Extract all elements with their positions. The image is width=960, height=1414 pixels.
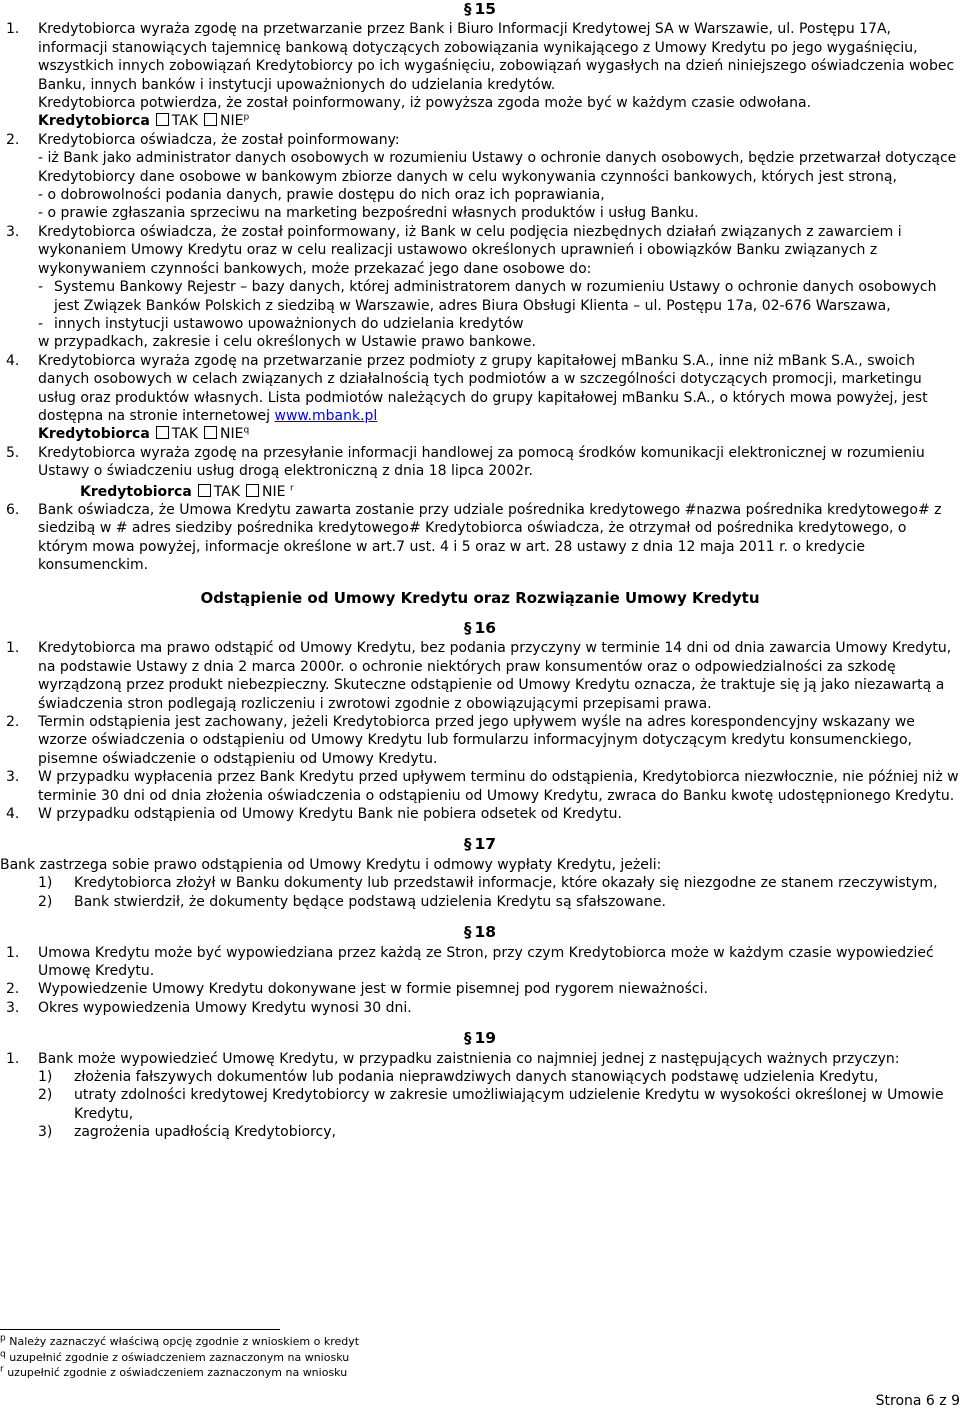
s18-point: 3. Okres wypowiedzenia Umowy Kredytu wynosi 30 dni.	[6, 999, 412, 1016]
section-19-title: § 19	[463, 1029, 497, 1048]
s19-subpoint: 2) utraty zdolności kredytowej Kredytobiorcy w zakresie umożliwiającym udzielenie Kredytu w wysokości określonej w Umowie Kredytu,	[38, 1087, 944, 1122]
mbank-link[interactable]: www.mbank.pl	[274, 407, 378, 424]
section-18-title: § 18	[463, 923, 497, 942]
nie-checkbox[interactable]	[204, 113, 217, 126]
s19-subpoint: 1) złożenia fałszywych dokumentów lub podania nieprawdziwych danych stanowiących podstawę udzielenia Kredytu,	[38, 1068, 879, 1085]
page-number: Strona 6 z 9	[875, 1393, 960, 1409]
section-17-title: § 17	[463, 835, 497, 854]
s16-point: 2. Termin odstąpienia jest zachowany, jeżeli Kredytobiorca przed jego upływem wyśle na adres korespondencyjny wskazany we wzorze oświadczenia o odstąpieniu od Umowy Kredytu lub formularzu informacyjnym dotyczącym kredytu konsumenckiego, pisemne oświadczenie o odstąpieniu od Umowy Kredytu.	[6, 714, 915, 767]
s19-point-1: 1. Bank może wypowiedzieć Umowę Kredytu, w przypadku zaistnienia co najmniej jednej z następujących ważnych przyczyn:	[6, 1050, 900, 1067]
s18-point: 1. Umowa Kredytu może być wypowiedziana przez każdą ze Stron, przy czym Kredytobiorca może w każdym czasie wypowiedzieć Umowę Kredytu.	[6, 944, 934, 979]
s16-point: 1. Kredytobiorca ma prawo odstąpić od Umowy Kredytu, bez podania przyczyny w terminie 14 dni od dnia zawarcia Umowy Kredytu, na podstawie Ustawy z dnia 2 marca 2000r. o ochronie niektórych praw konsumentów oraz o odpowiedzialności za szkodę wyrządzoną przez produkt niebezpieczny. Skuteczne odstąpienie od Umowy Kredytu oznacza, że traktuje się ją jako niezawartą a świadczenia stron podlegają rozliczeniu i zwrotowi zgodnie z obowiązującymi przepisami prawa.	[6, 640, 952, 712]
section-15-title: § 15	[463, 0, 497, 18]
footnote: $^p$ Należy zaznaczyć właściwą opcję zgodnie z wnioskiem o kredyt	[0, 1333, 360, 1348]
s15-point-4: 4. Kredytobiorca wyraża zgodę na przetwarzanie przez podmioty z grupy kapitałowej mBanku S.A., inne niż mBank S.A., swoich danych osobowych w celach związanych z działalnością tych podmiotów a w szczególności dotyczących promocji, marketingu usług oraz produktów własnych. Lista podmiotów należących do grupy kapitałowej mBanku S.A., o których mowa powyżej, jest dostępna na stronie internetowej www.mbank.pl Kredytobiorca TAK NIE$^q$	[0, 352, 960, 444]
nie-checkbox[interactable]	[204, 426, 217, 439]
s15-point-5: 5. Kredytobiorca wyraża zgodę na przesyłanie informacji handlowej za pomocą środków komunikacji elektronicznej w rozumieniu Ustawy o świadczeniu usług drogą elektroniczną z dnia 18 lipca 2002r. Kredytobiorca TAK NIE $^r$	[0, 444, 960, 501]
s16-point: 4. W przypadku odstąpienia od Umowy Kredytu Bank nie pobiera odsetek od Kredytu.	[6, 806, 622, 823]
s19-subpoint: 3) zagrożenia upadłością Kredytobiorcy,	[38, 1124, 336, 1141]
s17-point: 1) Kredytobiorca złożył w Banku dokumenty lub przedstawił informacje, które okazały się niezgodne ze stanem rzeczywistym,	[38, 875, 938, 892]
tak-checkbox[interactable]	[156, 426, 169, 439]
s15-point-2-dash-1: - iż Bank jako administrator danych osobowych w rozumieniu Ustawy o ochronie danych osobowych, będzie przetwarzał dotyczące Kredytobiorcy dane osobowe w bankowym zbiorze danych w celu wykonywania czynności bankowych, których jest stroną,	[38, 150, 957, 185]
s15-point-6: 6. Bank oświadcza, że Umowa Kredytu zawarta zostanie przy udziale pośrednika kredytowego #nazwa pośrednika kredytowego# z siedzibą w # adres siedziby pośrednika kredytowego# Kredytobiorca oświadcza, że otrzymał od pośrednika kredytowego, o którym mowa powyżej, informacje określone w art.7 ust. 4 i 5 oraz w art. 28 ustawy z dnia 12 maja 2011 r. o kredycie konsumenckim.	[6, 501, 942, 574]
s15-point-2: 2. Kredytobiorca oświadcza, że został poinformowany:	[6, 131, 400, 148]
section-16-title: § 16	[463, 619, 497, 637]
footnote-separator	[0, 1329, 280, 1330]
chapter-heading: Odstąpienie od Umowy Kredytu oraz Rozwiązanie Umowy Kredytu	[200, 588, 760, 607]
s18-point: 2. Wypowiedzenie Umowy Kredytu dokonywane jest w formie pisemnej pod rygorem nieważności.	[6, 981, 708, 998]
s17-intro: Bank zastrzega sobie prawo odstąpienia od Umowy Kredytu i odmowy wypłaty Kredytu, jeżeli:	[0, 856, 662, 873]
s15-point-3: 3. Kredytobiorca oświadcza, że został poinformowany, iż Bank w celu podjęcia niezbędnych działań związanych z zawarciem i wykonaniem Umowy Kredytu oraz w celu realizacji ustawowo określonych uprawnień i obowiązków Banku związanych z wykonywaniem czynności bankowych, może przekazać jego dane osobowe do:	[6, 223, 902, 277]
s16-point: 3. W przypadku wypłacenia przez Bank Kredytu przed upływem terminu do odstąpienia, Kredytobiorca niezwłocznie, nie później niż w terminie 30 dni od dnia złożenia oświadczenia o odstąpieniu od Umowy Kredytu, zwraca do Banku kwotę udostępnionego Kredytu.	[6, 769, 959, 804]
footnote: $^r$ uzupełnić zgodnie z oświadczeniem zaznaczonym na wniosku	[0, 1364, 348, 1379]
tak-checkbox[interactable]	[198, 484, 211, 497]
nie-checkbox[interactable]	[246, 484, 259, 497]
document-page: § 15 1. Kredytobiorca wyraża zgodę na przetwarzanie przez Bank i Biuro Informacji Kredytowej SA w Warszawie, ul. Postępu 17A, informacji stanowiących tajemnicę bankową dotyczących zobowiązania wynikającego z Umowy Kredytu po jego wygaśnięciu, wszystkich innych zobowiązań Kredytobiorcy po ich wygaśnięciu, zobowiązań wygasłych na dzień niniejszego oświadczenia wobec Banku, innych banków i instytucji upoważnionych do udzielania kredytów. Kredytobiorca potwierdza, że został poinformowany, iż powyższa zgoda może być w każdym czasie odwołana. Kredytobiorca TAK NIE$^p$ 2. Kredytobiorca oświadcza, że został poinformowany: - iż Bank jako administrator danych osobowych w rozumieniu Ustawy o ochronie danych osobowych, będzie przetwarzał dotyczące Kredytobiorcy dane osobowe w bankowym zbiorze danych w celu wykonywania czynności bankowych, których jest stroną, - o dobrowolności podania danych, prawie dostępu do nich oraz ich poprawiania, - o prawie zgłaszania sprzeciwu na marketing bezpośredni własnych produktów i usług Banku. 3. Kredytobiorca oświadcza, że został poinformowany, iż Bank w celu podjęcia niezbędnych działań związanych z zawarciem i wykonaniem Umowy Kredytu oraz w celu realizacji ustawowo określonych uprawnień i obowiązków Banku związanych z wykonywaniem czynności bankowych, może przekazać jego dane osobowe do: - Systemu Bankowy Rejestr – bazy danych, której administratorem danych w rozumieniu Ustawy o ochronie danych osobowych jest Związek Banków Polskich z siedzibą w Warszawie, adres Biura Obsługi Klienta – ul. Postępu 17a, 02-676 Warszawa, - innych instytucji ustawowo upoważnionych do udzielania kredytów w przypadkach, zakresie i celu określonych w Ustawie prawo bankowe. 4. Kredytobiorca wyraża zgodę na przetwarzanie przez podmioty z grupy kapitałowej mBanku S.A., inne niż mBank S.A., swoich danych osobowych w celach związanych z działalnością tych podmiotów a w szczególności dotyczących promocji, marketingu usług oraz produktów własnych. Lista podmiotów należących do grupy kapitałowej mBanku S.A., o których mowa powyżej, jest dostępna na stronie internetowej www.mbank.pl Kredytobiorca TAK NIE$^q$ 5. Kredytobiorca wyraża zgodę na przesyłanie informacji handlowej za pomocą środków komunikacji elektronicznej w rozumieniu Ustawy o świadczeniu usług drogą elektroniczną z dnia 18 lipca 2002r. Kredytobiorca TAK NIE $^r$ 6. Bank oświadcza, że Umowa Kredytu zawarta zostanie przy udziale pośrednika kredytowego #nazwa pośrednika kredytowego# z siedzibą w # adres siedziby pośrednika kredytowego# Kredytobiorca oświadcza, że otrzymał od pośrednika kredytowego, o którym mowa powyżej, informacje określone w art.7 ust. 4 i 5 oraz w art. 28 ustawy z dnia 12 maja 2011 r. o kredycie konsumenckim. Odstąpienie od Umowy Kredytu oraz Rozwiązanie Umowy Kredytu § 16 1. Kredytobiorca ma prawo odstąpić od Umowy Kredytu, bez podania przyczyny w terminie 14 dni od dnia zawarcia Umowy Kredytu, na podstawie Ustawy z dnia 2 marca 2000r. o ochronie niektórych praw konsumentów oraz o odpowiedzialności za szkodę wyrządzoną przez produkt niebezpieczny. Skuteczne odstąpienie od Umowy Kredytu oznacza, że traktuje się ją jako niezawartą a świadczenia stron podlegają rozliczeniu i zwrotowi zgodnie z obowiązującymi przepisami prawa. 2. Termin odstąpienia jest zachowany, jeżeli Kredytobiorca przed jego upływem wyśle na adres korespondencyjny wskazany we wzorze oświadczenia o odstąpieniu od Umowy Kredytu lub formularzu informacyjnym dotyczącym kredytu konsumenckiego, pisemne oświadczenie o odstąpieniu od Umowy Kredytu. 3. W przypadku wypłacenia przez Bank Kredytu przed upływem terminu do odstąpienia, Kredytobiorca niezwłocznie, nie później niż w terminie 30 dni od dnia złożenia oświadczenia o odstąpieniu od Umowy Kredytu, zwraca do Banku kwotę udostępnionego Kredytu. 4. W przypadku odstąpienia od Umowy Kredytu Bank nie pobiera odsetek od Kredytu. § 17 Bank zastrzega sobie prawo odstąpienia od Umowy Kredytu i odmowy wypłaty Kredytu, jeżeli: 1) Kredytobiorca złożył w Banku dokumenty lub przedstawił informacje, które okazały się niezgodne ze stanem rzeczywistym, 2) Bank stwierdził, że dokumenty będące podstawą udzielenia Kredytu są sfałszowane. § 18 1. Umowa Kredytu może być wypowiedziana przez każdą ze Stron, przy czym Kredytobiorca może w każdym czasie wypowiedzieć Umowę Kredytu. 2. Wypowiedzenie Umowy Kredytu dokonywane jest w formie pisemnej pod rygorem nieważności. 3. Okres wypowiedzenia Umowy Kredytu wynosi 30 dni. § 19 1. Bank może wypowiedzieć Umowę Kredytu, w przypadku zaistnienia co najmniej jednej z następujących ważnych przyczyn: 1) złożenia fałszywych dokumentów lub podania nieprawdziwych danych stanowiących podstawę udzielenia Kredytu, 2) utraty zdolności kredytowej Kredytobiorcy w zakresie umożliwiającym udzielenie Kredytu w wysokości określonej w Umowie Kredytu, 3) zagrożenia upadłością Kredytobiorcy,	[0, 0, 959, 1141]
tak-checkbox[interactable]	[156, 113, 169, 126]
footnotes	[0, 1334, 359, 1381]
s15-point-3-dash-2: - innych instytucji ustawowo upoważnionych do udzielania kredytów	[38, 315, 524, 332]
footnote: $^q$ uzupełnić zgodnie z oświadczeniem zaznaczonym na wniosku	[0, 1348, 350, 1364]
s15-point-2-dash-2: - o dobrowolności podania danych, prawie dostępu do nich oraz ich poprawiania,	[38, 187, 605, 204]
s15-point-1: 1. Kredytobiorca wyraża zgodę na przetwarzanie przez Bank i Biuro Informacji Kredytowej SA w Warszawie, ul. Postępu 17A, informacji stanowiących tajemnicę bankową dotyczących zobowiązania wynikającego z Umowy Kredytu po jego wygaśnięciu, wszystkich innych zobowiązań Kredytobiorcy po ich wygaśnięciu, zobowiązań wygasłych na dzień niniejszego oświadczenia wobec Banku, innych banków i instytucji upoważnionych do udzielania kredytów. Kredytobiorca potwierdza, że został poinformowany, iż powyższa zgoda może być w każdym czasie odwołana. Kredytobiorca TAK NIE$^p$	[0, 20, 960, 130]
s15-point-2-dash-3: - o prawie zgłaszania sprzeciwu na marketing bezpośredni własnych produktów i usług Banku.	[38, 205, 699, 222]
consent-choice-3: Kredytobiorca TAK NIE $^r$	[80, 482, 294, 500]
consent-choice-2: Kredytobiorca TAK NIE$^q$	[38, 425, 250, 443]
consent-choice-1: Kredytobiorca TAK NIE$^p$	[38, 112, 250, 130]
s15-point-3-dash-1: - Systemu Bankowy Rejestr – bazy danych, której administratorem danych w rozumieniu Ustawy o ochronie danych osobowych jest Związek Banków Polskich z siedzibą w Warszawie, adres Biura Obsługi Klienta – ul. Postępu 17a, 02-676 Warszawa,	[38, 279, 937, 314]
s17-point: 2) Bank stwierdził, że dokumenty będące podstawą udzielenia Kredytu są sfałszowane.	[38, 893, 666, 910]
